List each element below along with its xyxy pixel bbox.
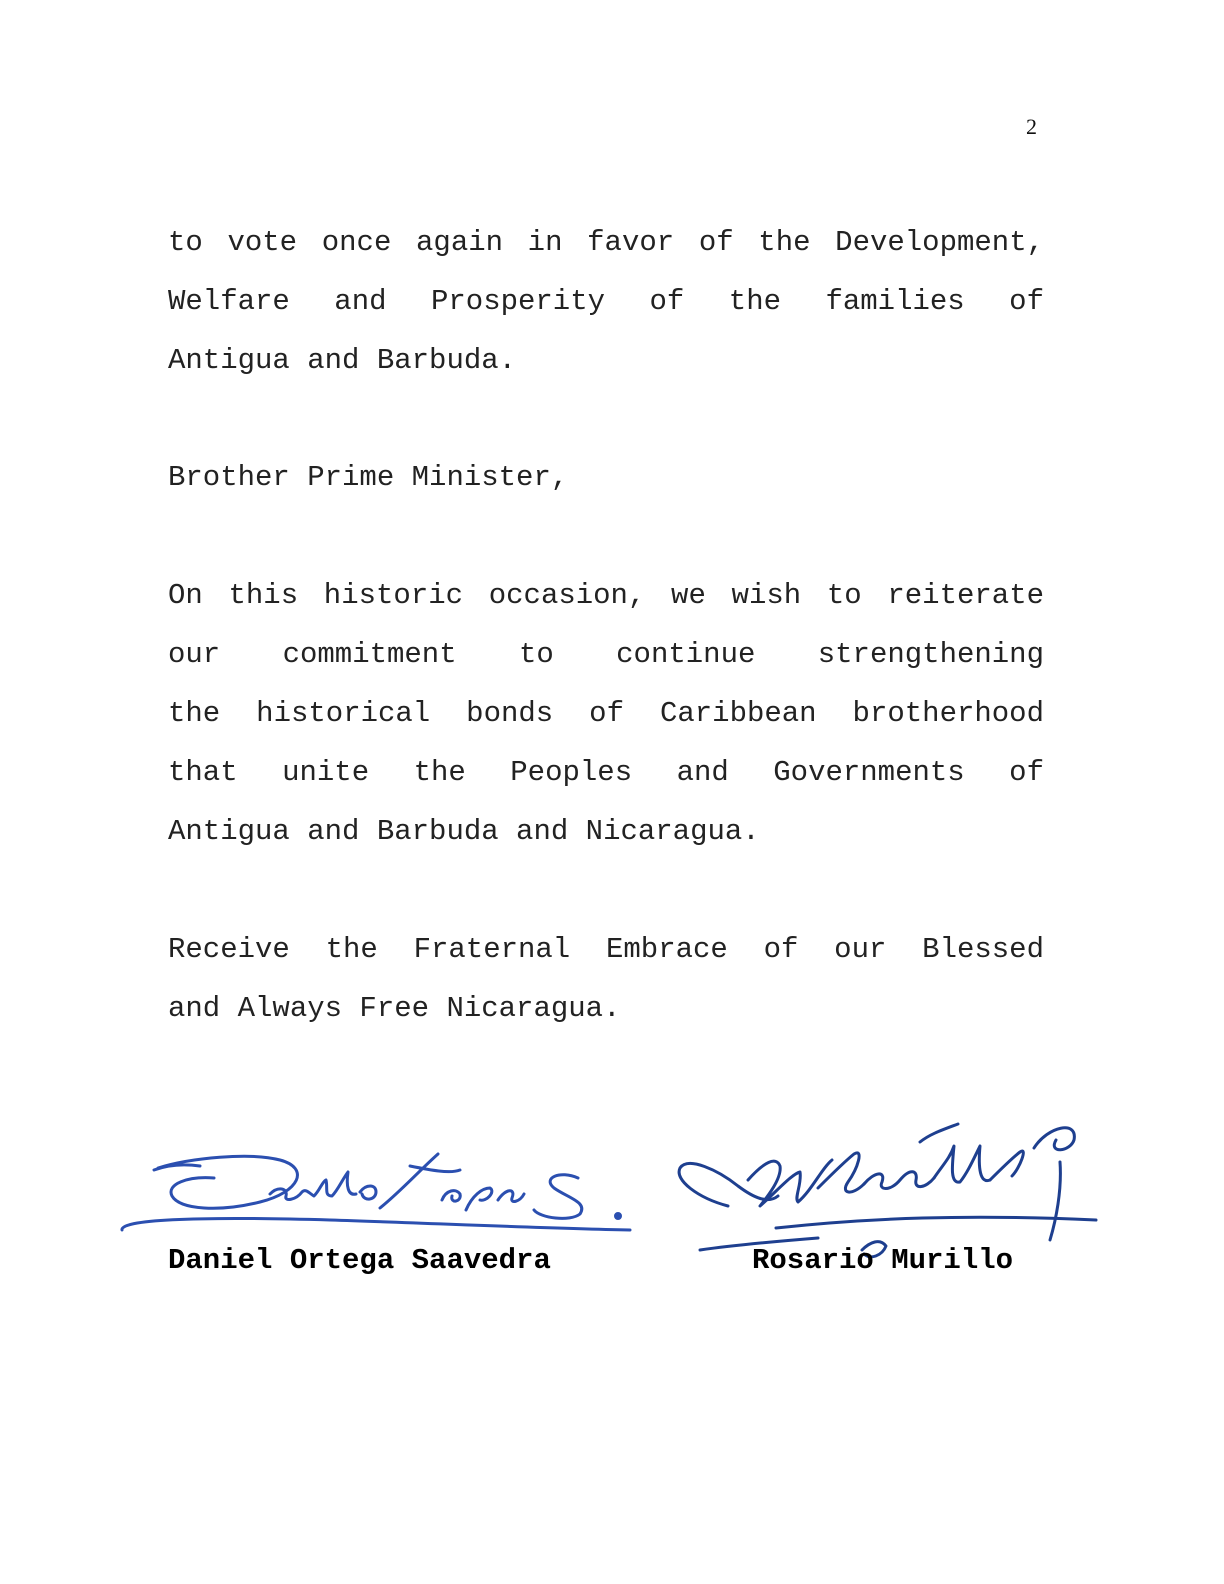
text-line: Antigua and Barbuda and Nicaragua. <box>168 815 760 848</box>
text-line: Receive the Fraternal Embrace of our Blessed <box>168 933 1044 966</box>
signer-name-left: Daniel Ortega Saavedra <box>168 1244 551 1277</box>
text-line: Brother Prime Minister, <box>168 461 569 494</box>
text-line: and Always Free Nicaragua. <box>168 992 621 1025</box>
signature-left <box>110 1130 650 1250</box>
page-number: 2 <box>1026 114 1037 139</box>
paragraph-commitment <box>168 566 1044 861</box>
text-line: the historical bonds of Caribbean brotherhood <box>168 697 1044 730</box>
text-line: our commitment to continue strengthening <box>168 638 1044 671</box>
paragraph-fraternal-embrace <box>168 920 1044 1038</box>
text-line: that unite the Peoples and Governments of <box>168 756 1044 789</box>
text-line: Welfare and Prosperity of the families of <box>168 285 1044 318</box>
paragraph-closing-vote <box>168 213 1044 390</box>
text-line: Antigua and Barbuda. <box>168 344 517 377</box>
paragraph-salutation <box>168 448 1044 507</box>
text-line: to vote once again in favor of the Development, <box>168 226 1044 259</box>
text-line: On this historic occasion, we wish to reiterate <box>168 579 1044 612</box>
signer-name-right: Rosario Murillo <box>752 1244 1014 1277</box>
